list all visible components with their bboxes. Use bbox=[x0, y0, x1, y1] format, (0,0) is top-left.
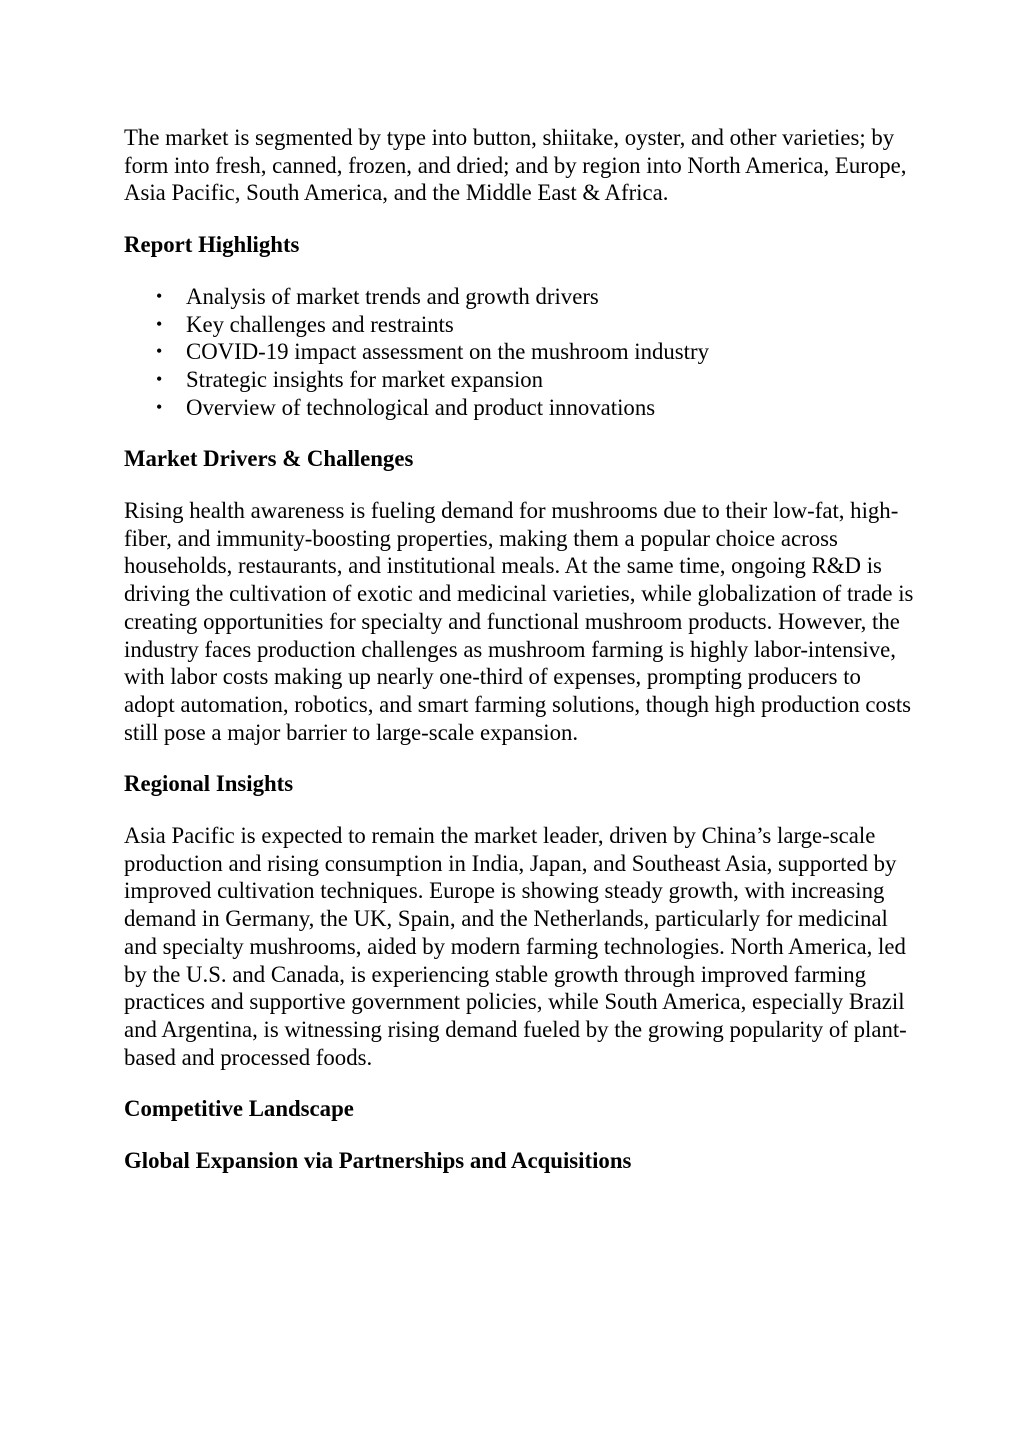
intro-paragraph: The market is segmented by type into button, shiitake, oyster, and other varieties; by form into fresh, canned, frozen, and dried; and by region into North America, Europe, Asia Pacific, South America, and the Middle East & Africa. bbox=[124, 125, 907, 206]
bullet-icon: • bbox=[156, 313, 163, 334]
competitive-landscape-heading: Competitive Landscape bbox=[124, 1096, 354, 1122]
regional-insights-paragraph: Asia Pacific is expected to remain the market leader, driven by China’s large-scale production and rising consumption in India, Japan, and Southeast Asia, supported by improved cultivation techniques. Europe is showing steady growth, with increasing demand in Germany, the UK, Spain, and the Netherlands, particularly for medicinal and specialty mushrooms, aided by modern farming technologies. North America, led by the U.S. and Canada, is experiencing stable growth through improved farming practices and supportive government policies, while South America, especially Brazil and Argentina, is witnessing rising demand fueled by the growing popularity of plant-based and processed foods. bbox=[124, 823, 907, 1070]
list-item: • COVID-19 impact assessment on the mushroom industry bbox=[156, 339, 710, 365]
list-item: • Key challenges and restraints bbox=[156, 311, 454, 337]
global-expansion-subheading: Global Expansion via Partnerships and Acquisitions bbox=[124, 1148, 632, 1174]
bullet-icon: • bbox=[156, 285, 163, 306]
bullet-icon: • bbox=[156, 396, 163, 417]
document-page bbox=[124, 124, 914, 1199]
report-highlights-list bbox=[124, 283, 914, 422]
list-item: • Overview of technological and product innovations bbox=[156, 394, 656, 420]
list-item: • Strategic insights for market expansion bbox=[156, 366, 544, 392]
regional-insights-heading: Regional Insights bbox=[124, 771, 294, 797]
bullet-icon: • bbox=[156, 341, 163, 362]
bullet-icon: • bbox=[156, 368, 163, 389]
market-drivers-paragraph: Rising health awareness is fueling demand for mushrooms due to their low-fat, high-fiber, and immunity-boosting properties, making them a popular choice across households, restaurants, and institutional meals. At the same time, ongoing R&D is driving the cultivation of exotic and medicinal varieties, while globalization of trade is creating opportunities for specialty and functional mushroom products. However, the industry faces production challenges as mushroom farming is highly labor-intensive, with labor costs making up nearly one-third of expenses, prompting producers to adopt automation, robotics, and smart farming solutions, though high production costs still pose a major barrier to large-scale expansion. bbox=[124, 498, 914, 745]
report-highlights-heading: Report Highlights bbox=[124, 232, 300, 258]
list-item: • Analysis of market trends and growth drivers bbox=[156, 283, 599, 309]
market-drivers-heading: Market Drivers & Challenges bbox=[124, 446, 414, 472]
